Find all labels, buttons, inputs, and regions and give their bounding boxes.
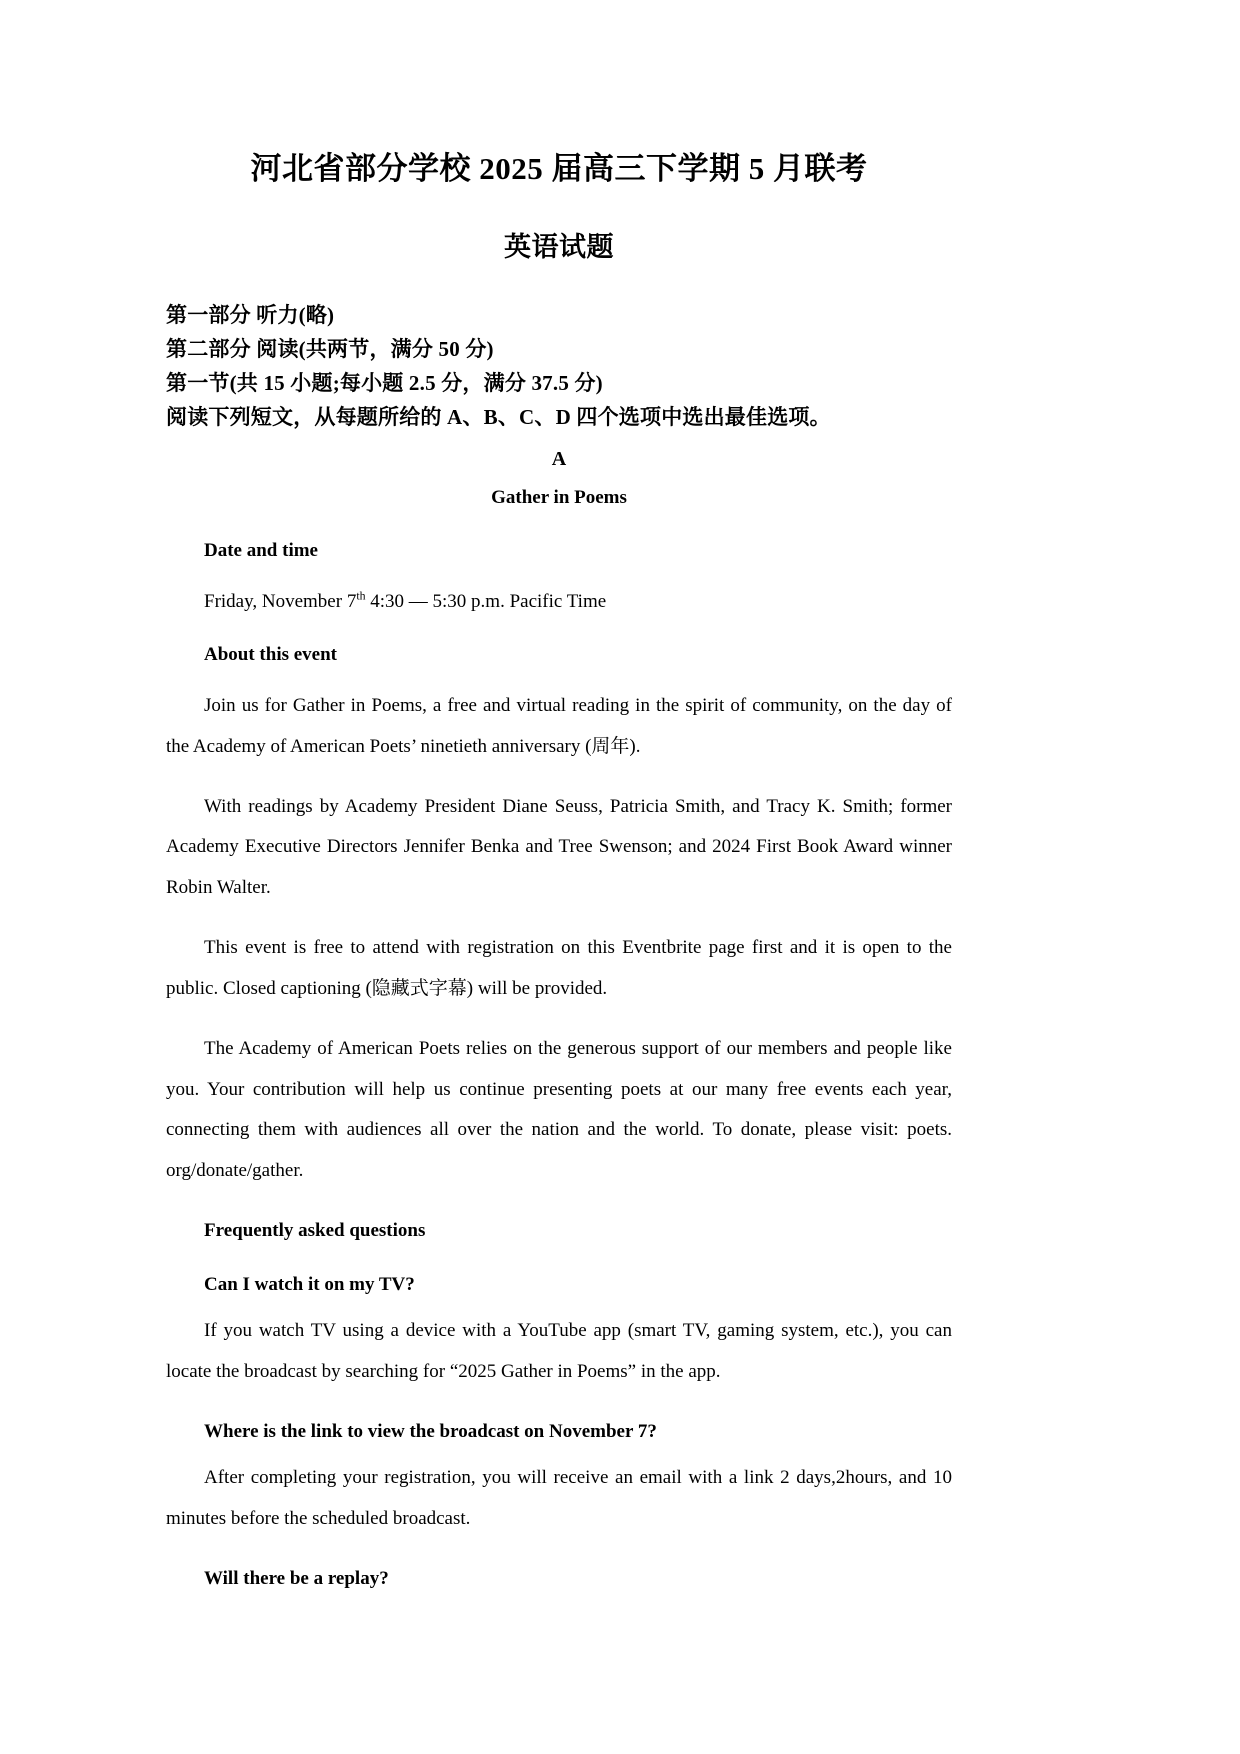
faq-answer-1: If you watch TV using a device with a YouTube app (smart TV, gaming system, etc.), you can locate the broadcast by searching for “2025 Gather in Poems” in the app. [166,1320,952,1382]
date-and-time-heading: Date and time [204,540,318,562]
about-paragraph-1: Join us for Gather in Poems, a free and virtual reading in the spirit of community, on the day of the Academy of American Poets’ ninetieth anniversary (周年). [166,694,952,757]
section-line-part-one: 第一节(共 15 小题;每小题 2.5 分，满分 37.5 分) [166,370,603,395]
section-line-listening: 第一部分 听力(略) [166,302,335,327]
section-instructions [166,298,952,434]
page-content [166,0,952,1593]
passage-title: Gather in Poems [491,486,627,508]
date-value-main: Friday, November 7 [204,590,357,612]
about-paragraph-4: The Academy of American Poets relies on the generous support of our members and people like you. Your contribution will help us continue presenting poets at our many free events each year, connecting them with audiences all over the nation and the world. To donate, please visit: poets. org/donate/gather. [166,1037,952,1182]
section-line-directions: 阅读下列短文，从每题所给的 A、B、C、D 四个选项中选出最佳选项。 [166,404,831,429]
date-ordinal-suffix: th [356,589,366,603]
page-subtitle: 英语试题 [504,231,614,262]
about-paragraph-2: With readings by Academy President Diane Seuss, Patricia Smith, and Tracy K. Smith; former Academy Executive Directors Jennifer Benka and Tree Swenson; and 2024 First Book Award winner Robin Walter. [166,795,952,899]
page-title: 河北省部分学校 2025 届高三下学期 5 月联考 [250,151,868,186]
date-and-time-value [166,588,952,617]
section-line-reading: 第二部分 阅读(共两节，满分 50 分) [166,336,494,361]
faq-question-3: Will there be a replay? [204,1567,389,1589]
about-event-heading: About this event [204,644,338,666]
about-paragraph-3: This event is free to attend with registration on this Eventbrite page first and it is open to the public. Closed captioning (隐藏式字幕) will be provided. [166,937,952,999]
faq-heading: Frequently asked questions [204,1220,426,1242]
faq-answer-2: After completing your registration, you will receive an email with a link 2 days,2hours, and 10 minutes before the scheduled broadcast. [166,1467,952,1530]
date-value-time: 4:30 — 5:30 p.m. Pacific Time [365,590,607,612]
passage-letter: A [551,447,567,470]
faq-question-1: Can I watch it on my TV? [204,1273,415,1295]
faq-question-2: Where is the link to view the broadcast on November 7? [204,1420,657,1442]
